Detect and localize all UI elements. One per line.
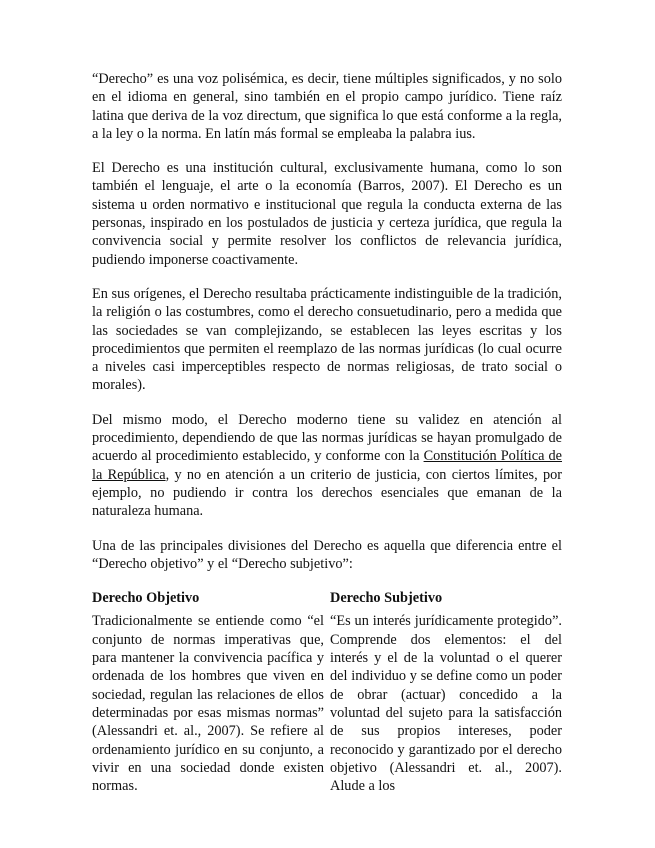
paragraph-derecho-divisions: Una de las principales divisiones del Derecho es aquella que diferencia entre el “Derecho objetivo” y el “Derecho subjetivo”: (92, 537, 562, 572)
column-derecho-objetivo (92, 589, 324, 795)
paragraph-derecho-definition: “Derecho” es una voz polisémica, es decir, tiene múltiples significados, y no solo en el idioma en general, sino también en el propio campo jurídico. Tiene raíz latina que deriva de la voz directum, que significa lo que está conforme a la regla, a la ley o la norma. En latín más formal se empleaba la palabra ius. (92, 71, 562, 142)
constitucion-link[interactable]: Constitución Política de la República (92, 448, 562, 483)
paragraph-text-start: Del mismo modo, el Derecho moderno tiene su validez en atención al procedimiento, dependiendo de que las normas jurídicas se hayan promulgado de acuerdo al procedimiento establecido, y conforme con la (92, 411, 562, 465)
column-derecho-subjetivo (330, 589, 562, 795)
column-title-subjetivo: Derecho Subjetivo (330, 590, 443, 607)
column-title-objetivo: Derecho Objetivo (92, 590, 200, 607)
paragraph-derecho-modern (92, 411, 562, 521)
column-text-subjetivo: “Es un interés jurídicamente protegido”. Comprende dos elementos: el del interés y el de la voluntad o el querer del individuo y se define como un poder de obrar (actuar) concedido a la voluntad del sujeto para la satisfacción de sus propios intereses, poder reconocido y garantizado por el derecho objetivo (Alessandri et. al., 2007). Alude a los (330, 613, 562, 795)
paragraph-derecho-institution: El Derecho es una institución cultural, exclusivamente humana, como lo son también el lenguaje, el arte o la economía (Barros, 2007). El Derecho es un sistema u orden normativo e institucional que regula la conducta externa de las personas, inspirado en los postulados de justicia y certeza jurídica, que regula la convivencia social y permite resolver los conflictos de relevancia jurídica, pudiendo imponerse coactivamente. (92, 160, 562, 268)
column-text-objetivo: Tradicionalmente se entiende como “el conjunto de normas imperativas que, para mantener la convivencia pacífica y ordenada de los hombres que viven en sociedad, regulan las relaciones de ellos determinadas por esas mismas normas” (Alessandri et. al., 2007). Se refiere al ordenamiento jurídico en su conjunto, a vivir en una sociedad donde existen normas. (92, 613, 324, 795)
paragraph-text-end: , y no en atención a un criterio de justicia, con ciertos límites, por ejemplo, no pudiendo ir contra los derechos esenciales que emanan de la naturaleza humana. (92, 466, 562, 520)
comparison-columns (92, 589, 562, 795)
paragraph-derecho-origins: En sus orígenes, el Derecho resultaba prácticamente indistinguible de la tradición, la religión o las costumbres, como el derecho consuetudinario, pero a medida que las sociedades se van complejizando, se establecen las leyes escritas y los procedimientos que permiten el reemplazo de las normas jurídicas (lo cual ocurre a niveles casi imperceptibles respecto de normas religiosas, de trato social o morales). (92, 285, 562, 394)
